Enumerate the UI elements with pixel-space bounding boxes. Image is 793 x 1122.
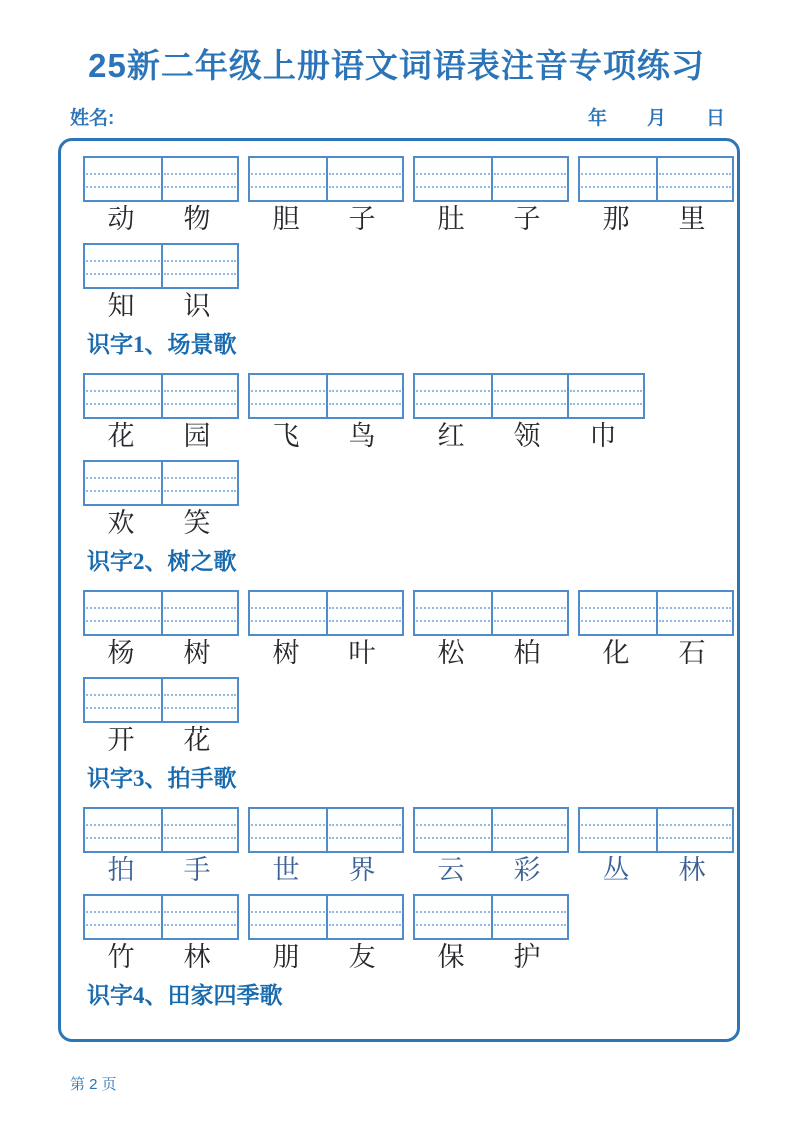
pinyin-grid bbox=[83, 460, 239, 506]
word-unit bbox=[413, 373, 645, 453]
word-characters bbox=[83, 202, 239, 236]
pinyin-grid bbox=[248, 156, 404, 202]
character: 杨 bbox=[107, 638, 135, 668]
word-unit bbox=[248, 156, 404, 236]
pinyin-cell[interactable] bbox=[415, 592, 491, 634]
page-number: 第 2 页 bbox=[70, 1076, 117, 1093]
word-row bbox=[83, 894, 717, 974]
word-characters bbox=[578, 202, 734, 236]
word-unit bbox=[413, 807, 569, 887]
pinyin-cell[interactable] bbox=[85, 896, 161, 938]
word-unit bbox=[248, 590, 404, 670]
character: 子 bbox=[348, 204, 376, 234]
character: 红 bbox=[437, 421, 465, 451]
pinyin-cell[interactable] bbox=[580, 809, 656, 851]
pinyin-cell[interactable] bbox=[161, 375, 237, 417]
pinyin-grid bbox=[83, 677, 239, 723]
pinyin-cell[interactable] bbox=[85, 809, 161, 851]
word-row bbox=[83, 156, 717, 236]
pinyin-cell[interactable] bbox=[326, 158, 402, 200]
word-unit bbox=[248, 807, 404, 887]
word-characters bbox=[248, 853, 404, 887]
day-label: 日 bbox=[705, 108, 725, 129]
word-characters bbox=[83, 636, 239, 670]
word-unit bbox=[578, 807, 734, 887]
pinyin-cell[interactable] bbox=[85, 375, 161, 417]
character: 飞 bbox=[272, 421, 300, 451]
pinyin-grid bbox=[578, 807, 734, 853]
pinyin-cell[interactable] bbox=[326, 592, 402, 634]
pinyin-cell[interactable] bbox=[161, 896, 237, 938]
word-characters bbox=[83, 506, 239, 540]
character: 胆 bbox=[272, 204, 300, 234]
section-heading: 识字2、树之歌 bbox=[87, 549, 237, 574]
pinyin-cell[interactable] bbox=[326, 896, 402, 938]
pinyin-cell[interactable] bbox=[491, 158, 567, 200]
pinyin-cell[interactable] bbox=[580, 158, 656, 200]
character: 林 bbox=[183, 942, 211, 972]
pinyin-cell[interactable] bbox=[415, 809, 491, 851]
date-labels bbox=[588, 103, 735, 130]
character: 巾 bbox=[589, 421, 617, 451]
word-characters bbox=[83, 853, 239, 887]
character: 开 bbox=[107, 725, 135, 755]
word-characters bbox=[83, 289, 239, 323]
character: 园 bbox=[183, 421, 211, 451]
word-unit bbox=[83, 807, 239, 887]
word-row bbox=[83, 677, 717, 757]
word-unit bbox=[248, 894, 404, 974]
character: 领 bbox=[513, 421, 541, 451]
pinyin-cell[interactable] bbox=[326, 809, 402, 851]
character: 保 bbox=[437, 942, 465, 972]
pinyin-cell[interactable] bbox=[250, 809, 326, 851]
word-unit bbox=[413, 894, 569, 974]
pinyin-grid bbox=[413, 590, 569, 636]
character: 识 bbox=[183, 291, 211, 321]
pinyin-grid bbox=[413, 156, 569, 202]
word-characters bbox=[83, 419, 239, 453]
word-row bbox=[83, 373, 717, 453]
pinyin-cell[interactable] bbox=[491, 375, 567, 417]
word-unit bbox=[83, 373, 239, 453]
pinyin-grid bbox=[83, 894, 239, 940]
word-characters bbox=[578, 853, 734, 887]
character: 世 bbox=[272, 855, 300, 885]
pinyin-grid bbox=[83, 373, 239, 419]
word-unit bbox=[248, 373, 404, 453]
character: 朋 bbox=[272, 942, 300, 972]
year-label: 年 bbox=[587, 108, 607, 129]
character: 花 bbox=[183, 725, 211, 755]
pinyin-cell[interactable] bbox=[250, 896, 326, 938]
word-unit bbox=[83, 156, 239, 236]
word-characters bbox=[413, 853, 569, 887]
character: 肚 bbox=[437, 204, 465, 234]
section-heading: 识字3、拍手歌 bbox=[87, 766, 237, 791]
word-unit bbox=[578, 590, 734, 670]
character: 松 bbox=[437, 638, 465, 668]
pinyin-cell[interactable] bbox=[656, 158, 732, 200]
character: 子 bbox=[513, 204, 541, 234]
word-row bbox=[83, 460, 717, 540]
pinyin-cell[interactable] bbox=[250, 375, 326, 417]
word-row bbox=[83, 590, 717, 670]
character: 云 bbox=[437, 855, 465, 885]
pinyin-cell[interactable] bbox=[161, 809, 237, 851]
pinyin-cell[interactable] bbox=[161, 245, 237, 287]
section-heading: 识字1、场景歌 bbox=[87, 332, 237, 357]
character: 笑 bbox=[183, 508, 211, 538]
pinyin-grid bbox=[248, 590, 404, 636]
character: 花 bbox=[107, 421, 135, 451]
character: 化 bbox=[602, 638, 630, 668]
pinyin-cell[interactable] bbox=[656, 592, 732, 634]
character: 石 bbox=[678, 638, 706, 668]
pinyin-cell[interactable] bbox=[85, 245, 161, 287]
word-characters bbox=[248, 419, 404, 453]
word-row bbox=[83, 243, 717, 323]
word-unit bbox=[413, 156, 569, 236]
pinyin-cell[interactable] bbox=[491, 896, 567, 938]
pinyin-grid bbox=[83, 156, 239, 202]
word-characters bbox=[413, 940, 569, 974]
pinyin-cell[interactable] bbox=[161, 679, 237, 721]
pinyin-cell[interactable] bbox=[656, 809, 732, 851]
pinyin-cell[interactable] bbox=[415, 375, 491, 417]
pinyin-cell[interactable] bbox=[326, 375, 402, 417]
pinyin-grid bbox=[248, 807, 404, 853]
pinyin-grid bbox=[413, 373, 645, 419]
pinyin-grid bbox=[83, 807, 239, 853]
pinyin-grid bbox=[248, 894, 404, 940]
character: 知 bbox=[107, 291, 135, 321]
word-characters bbox=[413, 636, 569, 670]
pinyin-grid bbox=[578, 590, 734, 636]
pinyin-cell[interactable] bbox=[85, 158, 161, 200]
word-unit bbox=[83, 677, 239, 757]
character: 树 bbox=[183, 638, 211, 668]
word-characters bbox=[248, 940, 404, 974]
character: 柏 bbox=[513, 638, 541, 668]
pinyin-cell[interactable] bbox=[250, 592, 326, 634]
character: 手 bbox=[183, 855, 211, 885]
word-unit bbox=[83, 460, 239, 540]
character: 竹 bbox=[107, 942, 135, 972]
meta-row bbox=[70, 103, 735, 130]
pinyin-cell[interactable] bbox=[415, 158, 491, 200]
pinyin-grid bbox=[578, 156, 734, 202]
character: 拍 bbox=[107, 855, 135, 885]
character: 林 bbox=[678, 855, 706, 885]
character: 物 bbox=[183, 204, 211, 234]
word-unit bbox=[83, 590, 239, 670]
pinyin-grid bbox=[413, 894, 569, 940]
pinyin-cell[interactable] bbox=[85, 679, 161, 721]
word-unit bbox=[413, 590, 569, 670]
section-heading: 识字4、田家四季歌 bbox=[87, 983, 283, 1008]
character: 友 bbox=[348, 942, 376, 972]
character: 里 bbox=[678, 204, 706, 234]
pinyin-cell[interactable] bbox=[85, 592, 161, 634]
pinyin-grid bbox=[83, 243, 239, 289]
page-title: 25新二年级上册语文词语表注音专项练习 bbox=[88, 47, 705, 84]
character: 叶 bbox=[348, 638, 376, 668]
pinyin-cell[interactable] bbox=[491, 809, 567, 851]
word-unit bbox=[578, 156, 734, 236]
word-unit bbox=[83, 243, 239, 323]
character: 树 bbox=[272, 638, 300, 668]
name-label: 姓名: bbox=[70, 108, 115, 129]
character: 那 bbox=[602, 204, 630, 234]
pinyin-cell[interactable] bbox=[250, 158, 326, 200]
character: 动 bbox=[107, 204, 135, 234]
word-unit bbox=[83, 894, 239, 974]
word-characters bbox=[413, 419, 645, 453]
word-row bbox=[83, 807, 717, 887]
word-characters bbox=[83, 723, 239, 757]
word-characters bbox=[83, 940, 239, 974]
character: 护 bbox=[513, 942, 541, 972]
character: 丛 bbox=[602, 855, 630, 885]
character: 鸟 bbox=[348, 421, 376, 451]
pinyin-cell[interactable] bbox=[161, 462, 237, 504]
pinyin-cell[interactable] bbox=[161, 592, 237, 634]
character: 彩 bbox=[513, 855, 541, 885]
pinyin-cell[interactable] bbox=[161, 158, 237, 200]
word-characters bbox=[248, 202, 404, 236]
character: 界 bbox=[348, 855, 376, 885]
pinyin-cell[interactable] bbox=[580, 592, 656, 634]
character: 欢 bbox=[107, 508, 135, 538]
word-characters bbox=[578, 636, 734, 670]
pinyin-cell[interactable] bbox=[491, 592, 567, 634]
word-characters bbox=[413, 202, 569, 236]
pinyin-cell[interactable] bbox=[567, 375, 643, 417]
pinyin-cell[interactable] bbox=[415, 896, 491, 938]
pinyin-cell[interactable] bbox=[85, 462, 161, 504]
month-label: 月 bbox=[646, 108, 666, 129]
worksheet-box bbox=[58, 138, 740, 1042]
pinyin-grid bbox=[413, 807, 569, 853]
pinyin-grid bbox=[83, 590, 239, 636]
pinyin-grid bbox=[248, 373, 404, 419]
word-characters bbox=[248, 636, 404, 670]
